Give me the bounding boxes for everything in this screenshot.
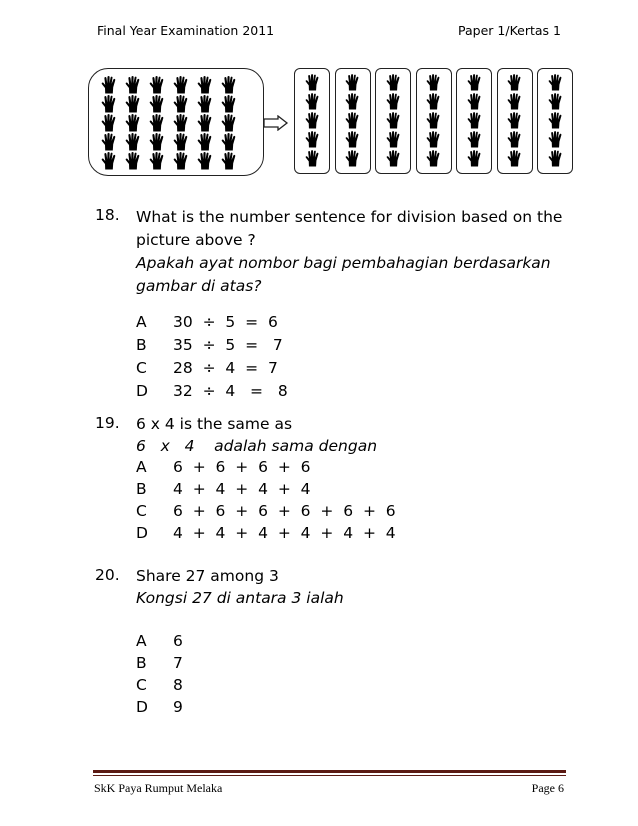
hand-icon <box>345 74 360 91</box>
hand-icon <box>198 152 212 170</box>
option-letter[interactable]: A <box>136 313 147 331</box>
hand-icon <box>305 93 320 110</box>
hand-icon <box>467 112 482 129</box>
hand-icon <box>150 114 164 132</box>
question-text-en: Share 27 among 3 <box>136 567 279 585</box>
option-value[interactable]: 30 ÷ 5 = 6 <box>173 313 278 331</box>
hand-icon <box>507 131 522 148</box>
hand-icon <box>174 152 188 170</box>
hands-group-column <box>416 68 452 174</box>
hand-icon <box>222 133 236 151</box>
hand-icon <box>507 150 522 167</box>
hand-icon <box>198 76 212 94</box>
hand-icon <box>426 112 441 129</box>
option-value[interactable]: 8 <box>173 676 183 694</box>
hand-icon <box>386 112 401 129</box>
footer-rule-thin <box>93 775 566 776</box>
option-value[interactable]: 28 ÷ 4 = 7 <box>173 359 278 377</box>
hand-icon <box>386 93 401 110</box>
hand-icon <box>174 114 188 132</box>
hand-icon <box>386 74 401 91</box>
hands-group-column <box>497 68 533 174</box>
option-letter[interactable]: D <box>136 698 148 716</box>
hand-icon <box>126 133 140 151</box>
hand-icon <box>102 133 116 151</box>
hand-icon <box>126 114 140 132</box>
hand-icon <box>126 76 140 94</box>
hand-icon <box>467 131 482 148</box>
hand-icon <box>222 152 236 170</box>
option-value[interactable]: 6 <box>173 632 183 650</box>
option-letter[interactable]: B <box>136 480 147 498</box>
hand-icon <box>198 114 212 132</box>
hand-icon <box>548 93 563 110</box>
hand-icon <box>467 74 482 91</box>
question-text-en: 6 x 4 is the same as <box>136 415 293 433</box>
question-number: 20. <box>95 566 120 584</box>
hand-icon <box>345 131 360 148</box>
hands-group-column <box>335 68 371 174</box>
option-letter[interactable]: B <box>136 654 147 672</box>
option-value[interactable]: 6 + 6 + 6 + 6 + 6 + 6 <box>173 502 396 520</box>
hand-icon <box>426 150 441 167</box>
question-number: 19. <box>95 414 120 432</box>
option-value[interactable]: 7 <box>173 654 183 672</box>
hand-icon <box>222 114 236 132</box>
option-letter[interactable]: A <box>136 458 147 476</box>
right-arrow-icon <box>263 115 289 131</box>
hands-grid <box>89 69 265 177</box>
hand-icon <box>305 150 320 167</box>
option-value[interactable]: 35 ÷ 5 = 7 <box>173 336 283 354</box>
option-value[interactable]: 4 + 4 + 4 + 4 <box>173 480 311 498</box>
hand-icon <box>102 114 116 132</box>
hand-icon <box>507 93 522 110</box>
option-letter[interactable]: D <box>136 382 148 400</box>
option-letter[interactable]: B <box>136 336 147 354</box>
footer-rule <box>93 770 566 773</box>
hands-group-column <box>375 68 411 174</box>
hand-icon <box>174 95 188 113</box>
page-header-title: Final Year Examination 2011 <box>97 23 275 38</box>
hand-icon <box>467 93 482 110</box>
hand-icon <box>174 76 188 94</box>
hand-icon <box>548 74 563 91</box>
hand-icon <box>198 133 212 151</box>
hand-icon <box>305 112 320 129</box>
hand-icon <box>426 93 441 110</box>
hand-icon <box>507 112 522 129</box>
hands-group-box <box>88 68 264 176</box>
hand-icon <box>305 74 320 91</box>
hand-icon <box>507 74 522 91</box>
hand-icon <box>548 150 563 167</box>
footer-school: SkK Paya Rumput Melaka <box>94 781 223 795</box>
question-number: 18. <box>95 206 120 224</box>
hand-icon <box>198 95 212 113</box>
hand-icon <box>102 76 116 94</box>
hand-icon <box>548 112 563 129</box>
hand-icon <box>102 95 116 113</box>
hands-group-column <box>537 68 573 174</box>
option-letter[interactable]: C <box>136 502 147 520</box>
hand-icon <box>386 131 401 148</box>
hand-icon <box>345 112 360 129</box>
option-letter[interactable]: D <box>136 524 148 542</box>
hand-icon <box>345 150 360 167</box>
hand-icon <box>150 133 164 151</box>
hand-icon <box>174 133 188 151</box>
question-text-ms: 6 x 4 adalah sama dengan <box>136 437 378 455</box>
question-text-ms: Apakah ayat nombor bagi pembahagian berdasarkan gambar di atas? <box>136 254 551 295</box>
hands-group-column <box>456 68 492 174</box>
hand-icon <box>150 152 164 170</box>
option-letter[interactable]: C <box>136 676 147 694</box>
footer-page-number: Page 6 <box>531 781 564 795</box>
hand-icon <box>150 76 164 94</box>
hand-icon <box>222 76 236 94</box>
option-letter[interactable]: A <box>136 632 147 650</box>
question-text-ms: Kongsi 27 di antara 3 ialah <box>136 589 344 607</box>
hand-icon <box>386 150 401 167</box>
option-letter[interactable]: C <box>136 359 147 377</box>
hand-icon <box>222 95 236 113</box>
hand-icon <box>426 74 441 91</box>
hand-icon <box>345 93 360 110</box>
hands-group-column <box>294 68 330 174</box>
option-value[interactable]: 4 + 4 + 4 + 4 + 4 + 4 <box>173 524 396 542</box>
question-text-en: What is the number sentence for division based on the picture above ? <box>136 208 563 249</box>
hand-icon <box>467 150 482 167</box>
hand-icon <box>102 152 116 170</box>
option-value[interactable]: 6 + 6 + 6 + 6 <box>173 458 311 476</box>
hand-icon <box>150 95 164 113</box>
page-header-paper: Paper 1/Kertas 1 <box>458 23 561 38</box>
hand-icon <box>426 131 441 148</box>
hand-icon <box>548 131 563 148</box>
option-value[interactable]: 9 <box>173 698 183 716</box>
option-value[interactable]: 32 ÷ 4 = 8 <box>173 382 288 400</box>
hand-icon <box>305 131 320 148</box>
hand-icon <box>126 152 140 170</box>
hand-icon <box>126 95 140 113</box>
